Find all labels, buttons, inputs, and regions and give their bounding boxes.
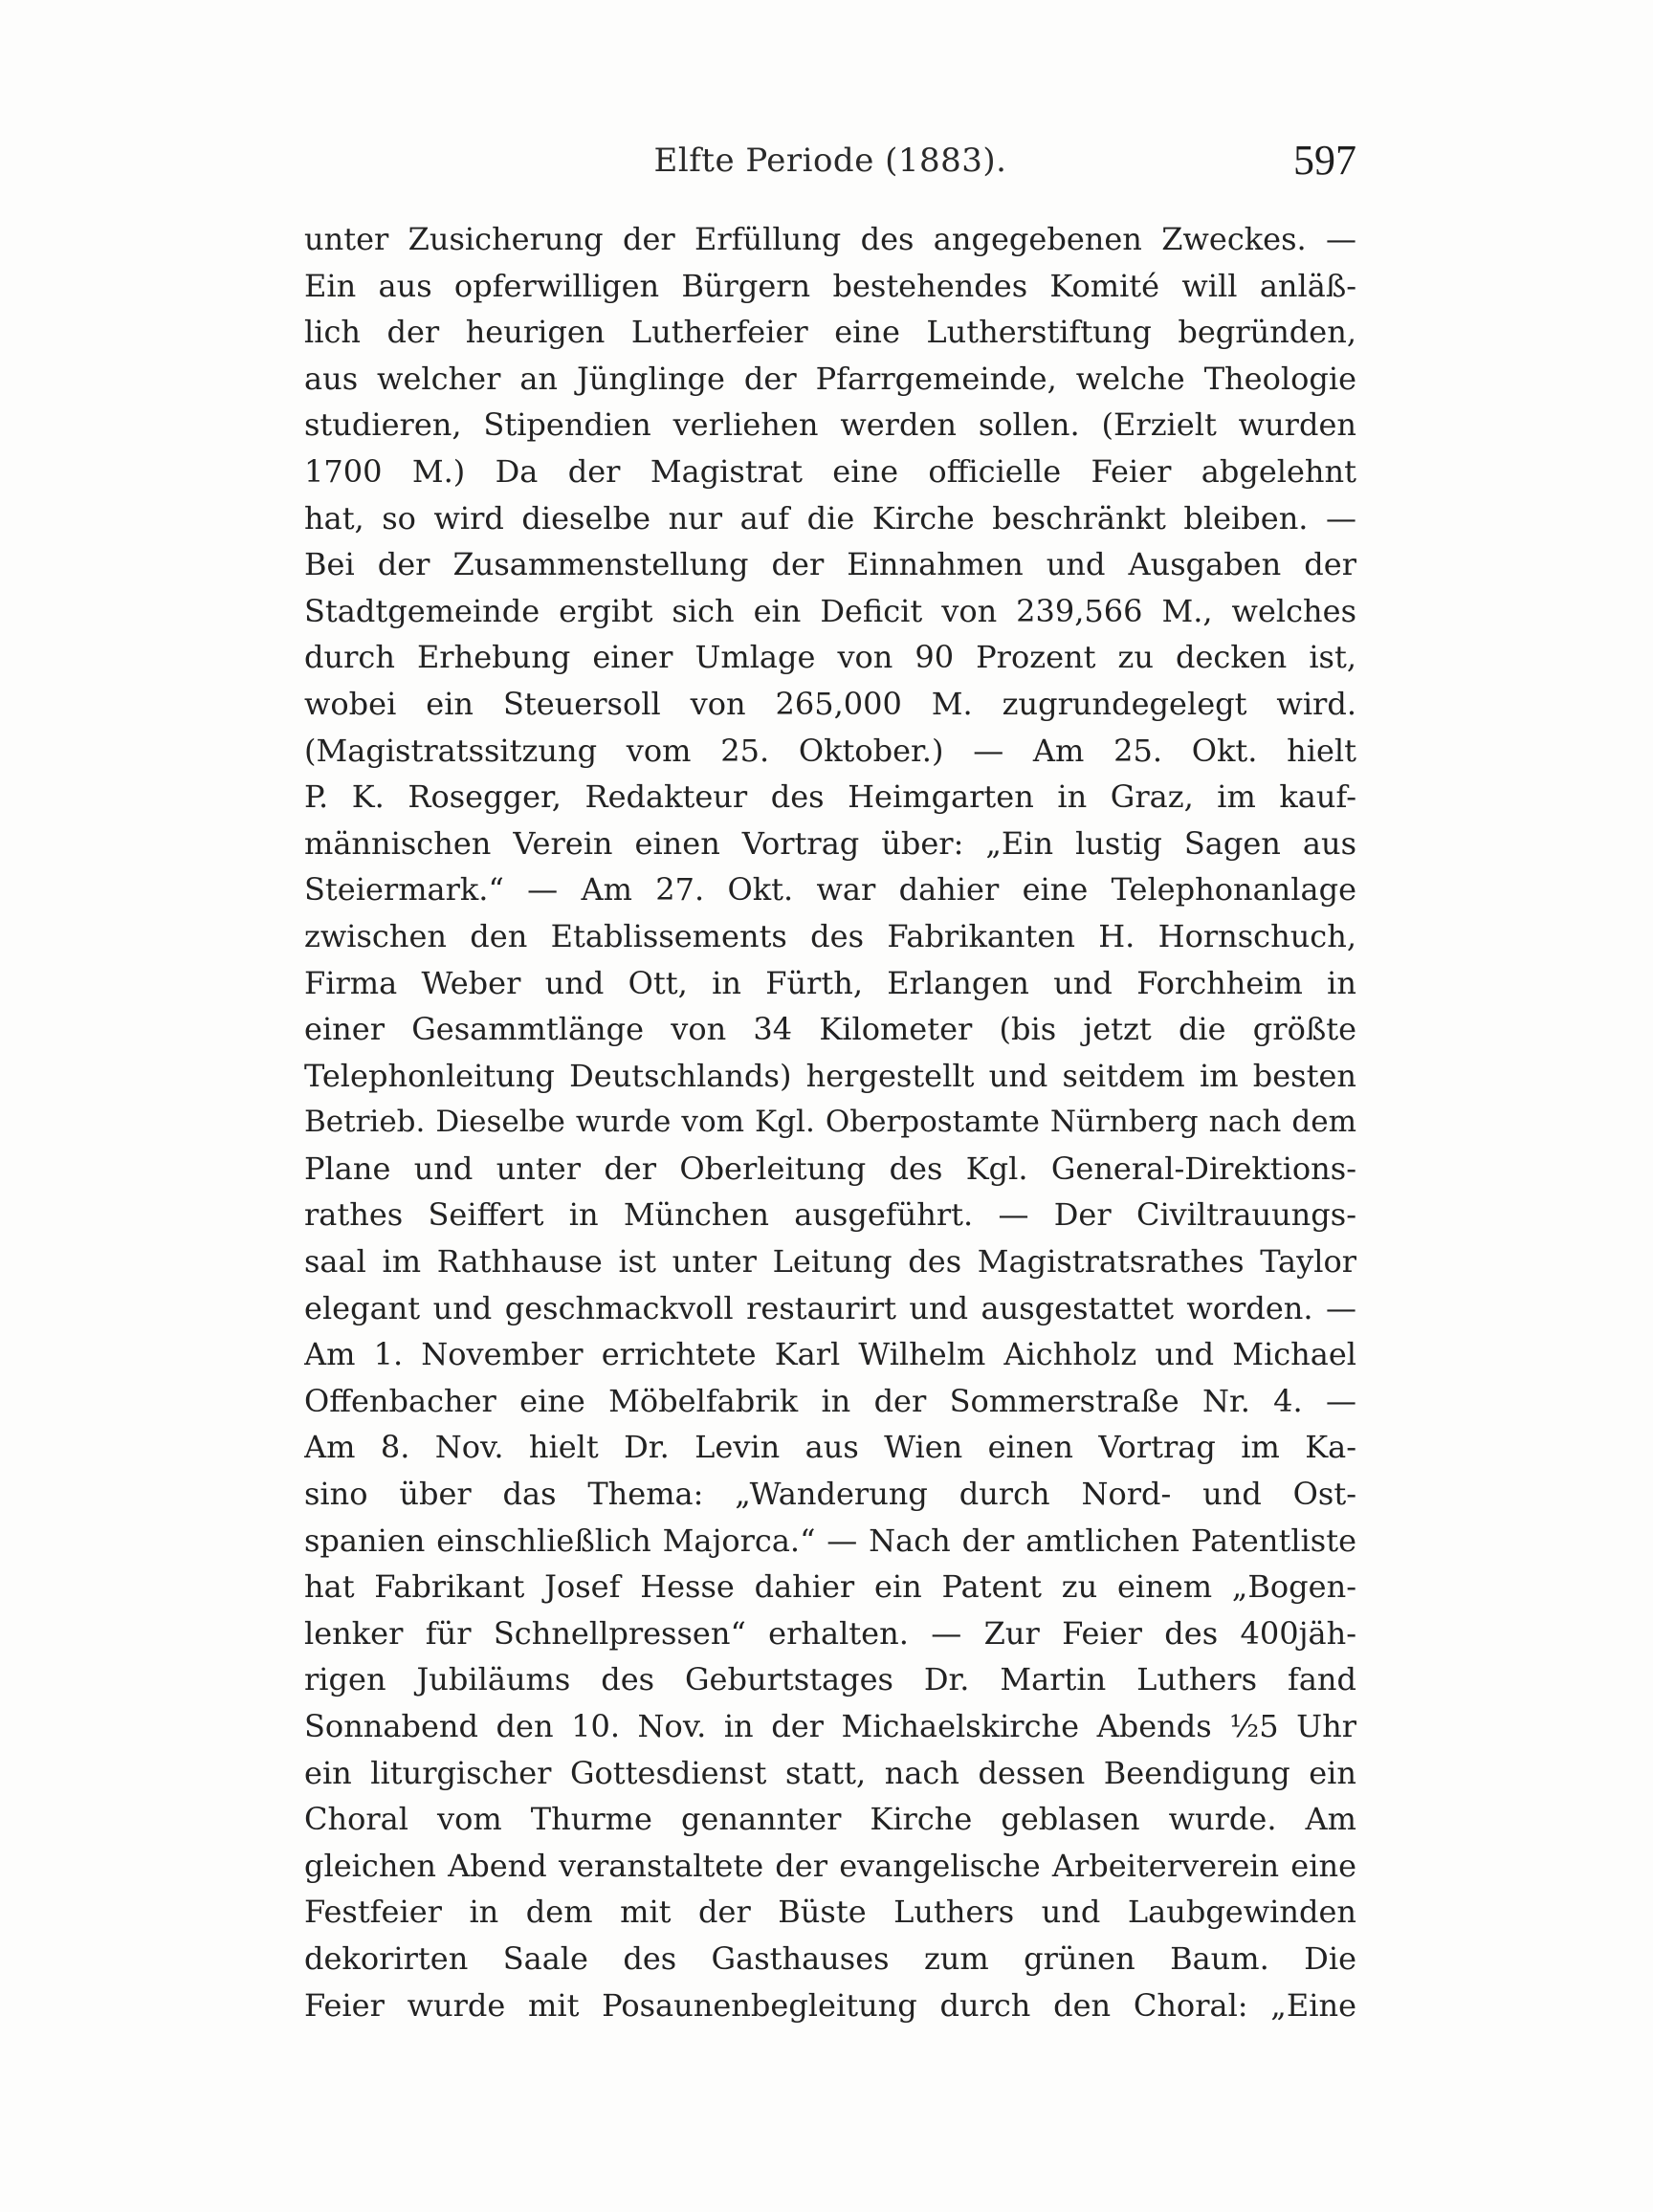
text-line: Offenbacher eine Möbelfabrik in der Sommerstraße Nr. 4. — — [304, 1382, 1356, 1419]
text-line: saal im Rathhause ist unter Leitung des Magistratsrathes Taylor — [304, 1243, 1356, 1281]
text-line: Feier wurde mit Posaunenbegleitung durch den Choral: „Eine — [304, 1986, 1356, 2024]
text-line: spanien einschließlich Majorca.“ — Nach der amtlichen Patentliste — [304, 1522, 1356, 1559]
text-line: rathes Seiffert in München ausgeführt. — Der Civiltrauungs- — [304, 1196, 1356, 1234]
text-line: hat, so wird dieselbe nur auf die Kirche beschränkt bleiben. — — [304, 499, 1356, 537]
text-line: durch Erhebung einer Umlage von 90 Prozent zu decken ist, — [304, 639, 1356, 676]
text-line: männischen Verein einen Vortrag über: „Ein lustig Sagen aus — [304, 824, 1356, 862]
text-line: Bei der Zusammenstellung der Einnahmen und Ausgaben der — [304, 546, 1356, 583]
text-line: ein liturgischer Gottesdienst statt, nach dessen Beendigung ein — [304, 1754, 1356, 1791]
text-line: sino über das Thema: „Wanderung durch Nord- und Ost- — [304, 1476, 1356, 1513]
page-header — [304, 132, 1356, 189]
text-line: Steiermark.“ — Am 27. Okt. war dahier eine Telephonanlage — [304, 871, 1356, 909]
text-line: Sonnabend den 10. Nov. in der Michaelskirche Abends ½5 Uhr — [304, 1708, 1356, 1744]
text-line: hat Fabrikant Josef Hesse dahier ein Patent zu einem „Bogen- — [304, 1568, 1356, 1606]
text-line: lich der heurigen Lutherfeier eine Lutherstiftung begründen, — [304, 314, 1356, 351]
text-line: (Magistratssitzung vom 25. Oktober.) — Am 25. Okt. hielt — [304, 732, 1356, 769]
text-line: elegant und geschmackvoll restaurirt und ausgestattet worden. — — [304, 1289, 1356, 1326]
text-line: zwischen den Etablissements des Fabrikanten H. Hornschuch, — [304, 917, 1356, 954]
page-number: 597 — [1293, 137, 1356, 184]
text-line: dekorirten Saale des Gasthauses zum grünen Baum. Die — [304, 1939, 1356, 1977]
text-line: Firma Weber und Ott, in Fürth, Erlangen und Forchheim in — [304, 964, 1356, 1001]
body-text — [304, 216, 1356, 2028]
text-line: studieren, Stipendien verliehen werden sollen. (Erzielt wurden — [304, 406, 1356, 444]
text-line: P. K. Rosegger, Redakteur des Heimgarten in Graz, im kauf- — [304, 778, 1356, 816]
text-line: lenker für Schnellpressen“ erhalten. — Zur Feier des 400jäh- — [304, 1614, 1356, 1652]
text-line: wobei ein Steuersoll von 265,000 M. zugrundegelegt wird. — [304, 685, 1356, 722]
text-line: aus welcher an Jünglinge der Pfarrgemeinde, welche Theologie — [304, 360, 1356, 397]
text-line: Am 1. November errichtete Karl Wilhelm Aichholz und Michael — [304, 1336, 1356, 1373]
text-line: Ein aus opferwilligen Bürgern bestehendes Komité will anläß- — [304, 267, 1356, 304]
text-line: Festfeier in dem mit der Büste Luthers und Laubgewinden — [304, 1894, 1356, 1931]
text-line: Stadtgemeinde ergibt sich ein Deficit von 239,566 M., welches — [304, 592, 1356, 629]
text-line: Betrieb. Dieselbe wurde vom Kgl. Oberpostamte Nürnberg nach dem — [304, 1105, 1356, 1140]
text-line: rigen Jubiläums des Geburtstages Dr. Martin Luthers fand — [304, 1661, 1356, 1698]
running-head: Elfte Periode (1883). — [653, 142, 1007, 180]
text-line: Plane und unter der Oberleitung des Kgl. General-Direktions- — [304, 1150, 1356, 1187]
text-line: gleichen Abend veranstaltete der evangelische Arbeiterverein eine — [304, 1847, 1356, 1884]
text-line: 1700 M.) Da der Magistrat eine officielle Feier abgelehnt — [304, 452, 1356, 490]
text-line: Am 8. Nov. hielt Dr. Levin aus Wien einen Vortrag im Ka- — [304, 1429, 1356, 1466]
text-line: einer Gesammtlänge von 34 Kilometer (bis jetzt die größte — [304, 1011, 1356, 1048]
text-line: Telephonleitung Deutschlands) hergestellt und seitdem im besten — [304, 1057, 1356, 1094]
text-line: Choral vom Thurme genannter Kirche geblasen wurde. Am — [304, 1801, 1356, 1838]
text-line: unter Zusicherung der Erfüllung des angegebenen Zweckes. — — [304, 221, 1356, 257]
